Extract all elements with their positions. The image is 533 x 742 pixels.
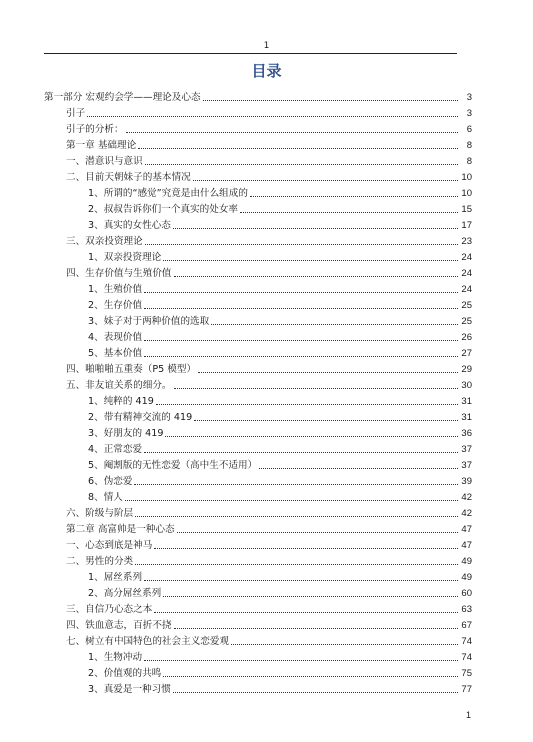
toc-dot-leader — [144, 308, 458, 309]
toc-entry-page: 39 — [461, 476, 472, 487]
toc-entry-label: 第一部分 宏观约会学——理论及心态 — [44, 92, 201, 103]
toc-entry-page: 47 — [461, 540, 472, 551]
header-page-number: 1 — [263, 41, 270, 51]
toc-entry-page: 30 — [461, 380, 472, 391]
toc-entry-label: 3、真实的女性心态 — [88, 220, 171, 231]
toc-entry-page: 24 — [461, 268, 472, 279]
toc-dot-leader — [145, 244, 458, 245]
toc-entry[interactable] — [88, 568, 472, 584]
toc-entry-label: 2、生存价值 — [88, 300, 143, 311]
toc-entry[interactable] — [66, 104, 472, 120]
toc-dot-leader — [198, 372, 458, 373]
toc-entry-page: 74 — [461, 636, 472, 647]
toc-entry-page: 49 — [461, 572, 472, 583]
toc-entry[interactable] — [66, 168, 472, 184]
toc-entry-page: 25 — [461, 316, 472, 327]
toc-entry-label: 五、非友谊关系的细分。 — [66, 380, 172, 391]
toc-entry-page: 49 — [461, 556, 472, 567]
toc-entry-label: 四、生存价值与生殖价值 — [66, 268, 172, 279]
toc-entry[interactable] — [66, 600, 472, 616]
toc-dot-leader — [194, 420, 458, 421]
toc-entry-label: 3、好朋友的 419 — [88, 428, 164, 439]
toc-entry-label: 2、带有精神交流的 419 — [88, 412, 193, 423]
toc-dot-leader — [154, 548, 458, 549]
toc-entry[interactable] — [66, 264, 472, 280]
toc-entry[interactable] — [88, 584, 472, 600]
toc-dot-leader — [144, 292, 458, 293]
toc-entry-label: 8、情人 — [88, 492, 123, 503]
toc-entry-label: 2、叔叔告诉你们一个真实的处女率 — [88, 204, 239, 215]
toc-dot-leader — [259, 468, 458, 469]
toc-dot-leader — [87, 116, 458, 117]
toc-entry[interactable] — [88, 488, 472, 504]
toc-dot-leader — [163, 596, 458, 597]
toc-entry[interactable] — [66, 632, 472, 648]
toc-entry[interactable] — [88, 680, 472, 696]
toc-dot-leader — [156, 404, 458, 405]
toc-dot-leader — [134, 484, 458, 485]
toc-entry[interactable] — [66, 120, 472, 136]
toc-entry-label: 二、目前天朝妹子的基本情况 — [66, 172, 191, 183]
toc-entry-label: 6、伪恋爱 — [88, 476, 133, 487]
toc-entry[interactable] — [66, 136, 472, 152]
toc-entry-label: 1、双亲投资理论 — [88, 252, 162, 263]
toc-entry-page: 60 — [461, 588, 472, 599]
toc-dot-leader — [174, 276, 458, 277]
toc-entry[interactable] — [88, 280, 472, 296]
toc-entry-page: 47 — [461, 524, 472, 535]
toc-dot-leader — [163, 676, 458, 677]
toc-entry[interactable] — [88, 312, 472, 328]
toc-entry-page: 26 — [461, 332, 472, 343]
toc-entry-page: 15 — [461, 204, 472, 215]
toc-entry-page: 24 — [461, 284, 472, 295]
toc-entry[interactable] — [88, 200, 472, 216]
toc-dot-leader — [144, 660, 458, 661]
toc-entry-page: 24 — [461, 252, 472, 263]
toc-dot-leader — [173, 228, 458, 229]
toc-entry-label: 第二章 高富帅是一种心态 — [66, 524, 175, 535]
toc-dot-leader — [126, 132, 458, 133]
toc-entry[interactable] — [66, 536, 472, 552]
toc-entry-page: 23 — [461, 236, 472, 247]
toc-dot-leader — [163, 260, 458, 261]
toc-entry-page: 17 — [461, 220, 472, 231]
toc-dot-leader — [144, 580, 458, 581]
toc-entry[interactable] — [88, 328, 472, 344]
toc-entry[interactable] — [66, 520, 472, 536]
toc-entry[interactable] — [66, 360, 472, 376]
toc-entry[interactable] — [88, 664, 472, 680]
toc-entry-page: 6 — [466, 124, 472, 135]
toc-dot-leader — [174, 628, 458, 629]
header-divider — [44, 53, 457, 54]
toc-entry[interactable] — [88, 184, 472, 200]
toc-entry-label: 引子 — [66, 108, 86, 119]
toc-entry-page: 10 — [461, 172, 472, 183]
toc-entry-label: 六、阶级与阶层 — [66, 508, 134, 519]
toc-entry-page: 10 — [461, 188, 472, 199]
toc-entry-label: 1、纯粹的 419 — [88, 396, 154, 407]
toc-entry-page: 29 — [461, 364, 472, 375]
toc-entry[interactable] — [44, 88, 472, 104]
toc-entry-label: 二、男性的分类 — [66, 556, 134, 567]
toc-dot-leader — [211, 324, 458, 325]
toc-entry-label: 一、心态到底是神马 — [66, 540, 153, 551]
toc-entry-page: 37 — [461, 444, 472, 455]
toc-dot-leader — [174, 388, 458, 389]
toc-dot-leader — [144, 356, 458, 357]
toc-entry-label: 三、双亲投资理论 — [66, 236, 143, 247]
toc-entry-label: 1、生殖价值 — [88, 284, 143, 295]
toc-dot-leader — [144, 452, 458, 453]
toc-entry-page: 8 — [466, 140, 472, 151]
toc-entry-page: 77 — [461, 684, 472, 695]
toc-entry-page: 3 — [466, 108, 472, 119]
toc-entry[interactable] — [88, 344, 472, 360]
toc-dot-leader — [173, 692, 458, 693]
toc-entry-page: 63 — [461, 604, 472, 615]
toc-entry-label: 3、真爱是一种习惯 — [88, 684, 171, 695]
toc-dot-leader — [193, 180, 458, 181]
toc-entry-page: 8 — [466, 156, 472, 167]
toc-entry-label: 2、价值观的共鸣 — [88, 668, 162, 679]
toc-entry-page: 36 — [461, 428, 472, 439]
toc-entry[interactable] — [88, 472, 472, 488]
toc-dot-leader — [154, 612, 458, 613]
toc-entry-page: 42 — [461, 508, 472, 519]
toc-entry[interactable] — [66, 552, 472, 568]
toc-entry-label: 4、表现价值 — [88, 332, 143, 343]
toc-dot-leader — [125, 500, 458, 501]
toc-entry-page: 27 — [461, 348, 472, 359]
toc-entry-page: 31 — [461, 396, 472, 407]
toc-entry-page: 42 — [461, 492, 472, 503]
toc-dot-leader — [250, 196, 458, 197]
toc-entry-label: 1、所谓的“感觉”究竟是由什么组成的 — [88, 188, 248, 199]
toc-dot-leader — [138, 148, 458, 149]
toc-entry[interactable] — [88, 216, 472, 232]
toc-entry-page: 37 — [461, 460, 472, 471]
toc-entry[interactable] — [66, 376, 472, 392]
toc-entry-label: 四、铁血意志，百折不挠 — [66, 620, 172, 631]
toc-entry[interactable] — [66, 504, 472, 520]
toc-entry-page: 75 — [461, 668, 472, 679]
footer-page-number: 1 — [466, 710, 472, 720]
toc-entry-label: 三、自信乃心态之本 — [66, 604, 153, 615]
toc-entry-page: 25 — [461, 300, 472, 311]
toc-entry-page: 74 — [461, 652, 472, 663]
toc-entry-label: 一、潜意识与意识 — [66, 156, 143, 167]
toc-entry-label: 四、啪啪啪五重奏（P5 模型） — [66, 364, 197, 375]
toc-entry[interactable] — [88, 248, 472, 264]
toc-entry-label: 1、生物冲动 — [88, 652, 143, 663]
toc-entry[interactable] — [88, 648, 472, 664]
toc-entry[interactable] — [88, 408, 472, 424]
toc-entry-label: 5、基本价值 — [88, 348, 143, 359]
toc-entry-label: 1、屌丝系列 — [88, 572, 143, 583]
toc-entry[interactable] — [88, 456, 472, 472]
toc-entry[interactable] — [66, 232, 472, 248]
toc-title: 目录 — [251, 62, 282, 80]
toc-dot-leader — [240, 212, 458, 213]
toc-entry-label: 七、树立有中国特色的社会主义恋爱观 — [66, 636, 230, 647]
toc-entry-page: 67 — [461, 620, 472, 631]
toc-entry-label: 引子的分析： — [66, 124, 124, 135]
toc-dot-leader — [165, 436, 458, 437]
toc-entry-label: 5、阉割版的无性恋爱（高中生不适用） — [88, 460, 258, 471]
toc-dot-leader — [135, 564, 458, 565]
toc-entry[interactable] — [88, 296, 472, 312]
toc-entry[interactable] — [88, 440, 472, 456]
toc-entry[interactable] — [66, 616, 472, 632]
toc-entry[interactable] — [88, 424, 472, 440]
toc-entry[interactable] — [66, 152, 472, 168]
toc-dot-leader — [144, 340, 458, 341]
toc-dot-leader — [145, 164, 458, 165]
toc-entry[interactable] — [88, 392, 472, 408]
toc-entry-page: 3 — [466, 92, 472, 103]
toc-entry-label: 第一章 基础理论 — [66, 140, 137, 151]
toc-entry-label: 2、高分屌丝系列 — [88, 588, 162, 599]
toc-entry-label: 3、妹子对于两种价值的选取 — [88, 316, 210, 327]
toc-entry-label: 4、正常恋爱 — [88, 444, 143, 455]
toc-dot-leader — [135, 516, 458, 517]
toc-entry-page: 31 — [461, 412, 472, 423]
toc-dot-leader — [203, 100, 458, 101]
toc-dot-leader — [177, 532, 458, 533]
toc-dot-leader — [231, 644, 458, 645]
